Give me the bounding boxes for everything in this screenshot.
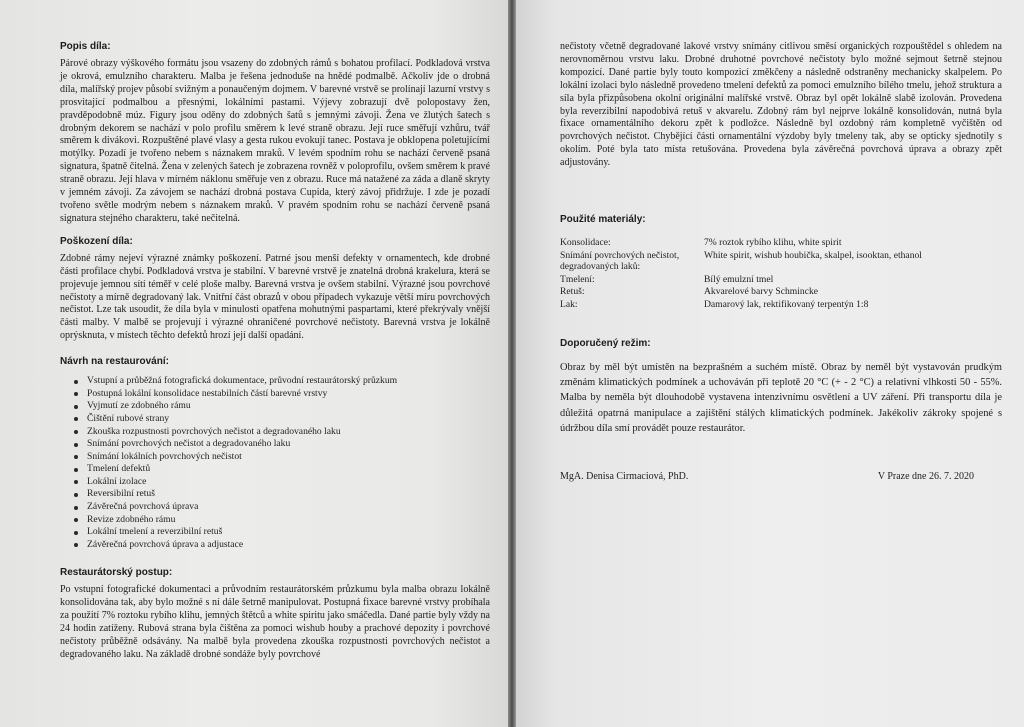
section-materials: [560, 214, 1002, 312]
heading-damage: Poškození díla:: [60, 235, 133, 247]
list-item: Tmelení defektů: [74, 463, 490, 476]
material-key: Lak:: [560, 299, 578, 311]
signature-row: [560, 471, 1002, 482]
regime-text: Obraz by měl být umístěn na bezprašném a suchém místě. Obraz by neměl být vystavován prudkým změnám klimatických podmínek a uchováván při teplotě 20 °C (+ - 2 °C) a relativní vlhkosti 50 - 55%. Malba by neměla být dlouhodobě vystavena intenzivnímu osvětlení a UV záření. Při transportu díla je důležitá opatrná manipulace a zajištění stálých klimatických podmínek. Jakékoliv zákroky spojené s údržbou díla smí provádět pouze restaurátor.: [560, 361, 1002, 435]
material-key: Retuš:: [560, 286, 585, 298]
list-item: Vyjmutí ze zdobného rámu: [74, 400, 490, 413]
materials-table: [560, 237, 922, 312]
heading-restoration-proposal: Návrh na restaurování:: [60, 356, 169, 368]
material-value: White spirit, wishub houbička, skalpel, isooktan, ethanol: [704, 249, 922, 261]
list-item: Snímání lokálních povrchových nečistot: [74, 451, 490, 464]
material-value: Damarový lak, rektifikovaný terpentýn 1:8: [704, 299, 869, 311]
procedure-text: Po vstupní fotografické dokumentaci a průvodním restaurátorském průzkumu byla malba obrazu lokálně konsolidována tak, aby bylo možné s ní dále šetrně manipulovat. Postupná fixace barevné vrstvy probíhala za použití 7% roztoku rybího klihu, jemných štětců a white spiritu jako smáčedla. Dané partie byly vždy na 24 hodin zatíženy. Rubová strana byla čištěna za pomoci wishub houby a prachové depozity i povrchové nečistoty průběžně odsávány. Na malbě byla provedena zkouška rozpustnosti povrchových nečistot a degradovaného laku. Na základě drobné sondáže byly povrchové: [60, 584, 490, 660]
list-item: Lokální tmelení a reverzibilní retuš: [74, 526, 490, 539]
list-item: Reversibilní retuš: [74, 488, 490, 501]
material-key: Tmelení:: [560, 273, 595, 285]
list-item: Čištění rubové strany: [74, 413, 490, 426]
material-key: Snímání povrchových nečistot, degradovaných laků:: [560, 249, 680, 273]
procedure-continued-text: nečistoty včetně degradované lakové vrstvy snímány citlivou směsí organických rozpouštědel s ohledem na nerovnoměrnou vrstvu laku. Drobné druhotné povrchové nečistoty bylo možné sejmout šetrně stejnou kompozicí. Dané partie byly touto kompozicí změkčeny a následně odstraněny mechanicky skalpelem. Po lokální izolaci bylo následně provedeno tmelení defektů za pomoci emulzního bílého tmelu, jehož struktura a síla byla přizpůsobena okolní originální malířské vrstvě. Obraz byl opět lokálně slabě izolován. Provedena byla reverzibilní napodobivá retuš v akvarelu. Zdobný rám byl nejprve lokálně konsolidován, nutná byla fixace ornamentálního dekoru zpět k podložce. Následně byl ozdobný rám kompletně vyčištěn od povrchových nečistot. Chybějící části ornamentální výzdoby byly tmeleny tak, aby se opticky sjednotily s okolím. Poté byla tato místa retušována. Provedena byla závěrečná povrchová úprava a obrazy zpět adjustovány.: [560, 41, 1002, 169]
section-restoration-proposal: [60, 356, 490, 551]
section-procedure-continued: [560, 41, 1002, 170]
table-row: [560, 237, 922, 250]
section-description: [60, 41, 490, 226]
table-row: [560, 286, 922, 299]
book-gutter: [508, 0, 516, 727]
table-row: [560, 250, 922, 274]
list-item: Vstupní a průběžná fotografická dokumentace, průvodní restaurátorský průzkum: [74, 375, 490, 388]
table-row: [560, 299, 922, 312]
material-value: Bílý emulzní tmel: [704, 273, 774, 285]
restoration-steps-list: [60, 375, 490, 551]
list-item: Snímání povrchových nečistot a degradovaného laku: [74, 438, 490, 451]
list-item: Postupná lokální konsolidace nestabilních částí barevné vrstvy: [74, 388, 490, 401]
list-item: Závěrečná povrchová úprava: [74, 501, 490, 514]
material-key: Konsolidace:: [560, 237, 611, 249]
material-value: 7% roztok rybího klihu, white spirit: [704, 237, 842, 249]
heading-description: Popis díla:: [60, 41, 111, 52]
list-item: Revize zdobného rámu: [74, 514, 490, 527]
heading-recommended-regime: Doporučený režim:: [560, 337, 651, 349]
section-damage: [60, 236, 490, 343]
description-text: Párové obrazy výškového formátu jsou vsazeny do zdobných rámů s bohatou profilací. Podkladová vrstva je okrová, emulzního charakteru. Malba je řešena jednoduše na hnědé podmalbě. Ačkoliv jde o drobná díla, malířský projev působí svižným a ponaučeným dojmem. V barevné vrstvě se prolínají lazurní vrstvy s prosvitající podmalbou a přesnými, lokálními pastami. Výjevy zobrazují dvě polopostavy žen, pravděpodobně múz. Figury jsou oděny do zdobných šatů s jemnými závoji. Žena ve žlutých šatech s drobným dekorem se nachází v polo profilu směrem k levé straně obrazu. Její ruce směřují vzhůru, tvář směrem k divákovi. Rozpuštěné plavé vlasy a gesta rukou evokují tanec. Postava je obklopena poletujícími motýlky. Pozadí je tvořeno nebem s náznakem mraků. V levém spodním rohu se nachází červeně psaná signatura, špatně čitelná. Žena v zelených šatech je zobrazena rovněž v poloprofilu, ovšem směrem k pravé straně obrazu. Její hlava v mírném náklonu směřuje ven z obrazu. Ruce má natažené za záda a dlaně skryty v jemném závoji. Za závojem se nachází drobná postava Cupida, který závoj přidržuje. I zde je pozadí tvořeno světle modrým nebem s náznakem mraků. V pravém spodním rohu se nachází červeně psaná signatura stejného charakteru, také nečitelná.: [60, 58, 490, 224]
right-page: [516, 0, 1024, 727]
list-item: Zkouška rozpustnosti povrchových nečistot a degradovaného laku: [74, 426, 490, 439]
author-name: MgA. Denisa Cirmaciová, PhD.: [560, 470, 689, 482]
list-item: Závěrečná povrchová úprava a adjustace: [74, 539, 490, 552]
list-item: Lokální izolace: [74, 476, 490, 489]
damage-text: Zdobné rámy nejeví výrazné známky poškození. Patrné jsou menší defekty v ornamentech, kde drobné části profilace chybí. Podkladová vrstva je stabilní. V barevné vrstvě je znatelná drobná krakelura, která se projevuje jemnou sítí téměř v celé ploše malby. Barevná vrstva je ovšem stabilní. Výrazné jsou povrchové nečistoty a mírně degradovaný lak. Vnitřní část obrazů v obou případech vykazuje větší míru povrchových nečistot. Lze tak usoudit, že díla byla v minulosti opatřena mohutnými paspartami, které překrývaly vnější části malby. V malbě se projevují i výrazné ohraničené povrchové nečistoty. Barevná vrstva je lokálně oprýsknuta, v místech těchto defektů hrozí její další opadání.: [60, 252, 490, 342]
section-restoration-procedure: [60, 567, 490, 661]
heading-restoration-procedure: Restaurátorský postup:: [60, 567, 173, 579]
table-row: [560, 274, 922, 287]
left-page: [0, 0, 508, 727]
heading-materials: Použité materiály:: [560, 214, 646, 226]
section-recommended-regime: [560, 338, 1002, 437]
material-value: Akvarelové barvy Schmincke: [704, 286, 819, 298]
place-date: V Praze dne 26. 7. 2020: [877, 470, 974, 482]
